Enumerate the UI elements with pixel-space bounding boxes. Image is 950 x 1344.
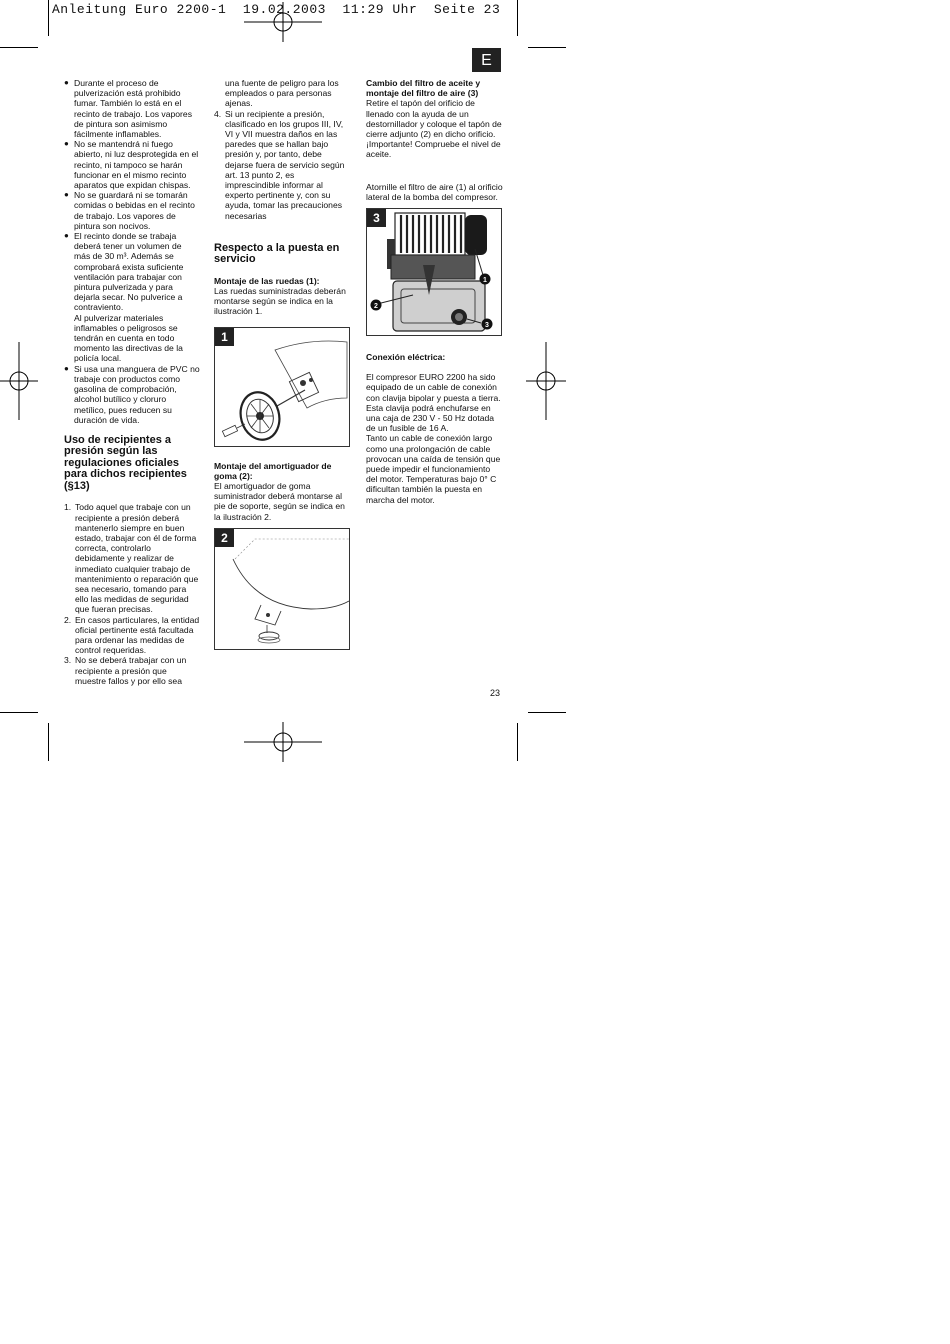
section-heading: Uso de recipientes a presión según las regulaciones oficiales para dichos recipientes (§13) — [64, 433, 187, 492]
item-text: En casos particulares, la entidad oficial pertinente está facultada para ordenar las medidas de control requeridas. — [75, 614, 200, 656]
damper-illustration — [215, 529, 349, 649]
paragraph: Las ruedas suministradas deberán montarse según se indica en la ilustración 1. — [214, 286, 346, 317]
subheading: Montaje del amortiguador de goma (2): — [214, 460, 332, 481]
column-1 — [64, 78, 200, 686]
crop-mark — [48, 723, 49, 761]
item-number: 1. — [64, 502, 72, 513]
crop-mark — [0, 712, 38, 713]
registration-mark-icon — [244, 2, 322, 42]
bullet-item: ● No se guardará ni se tomarán comidas o bebidas en el recinto de trabajo. Los vapores de pintura son nocivos. — [64, 190, 200, 231]
figure-badge: 3 — [367, 209, 386, 227]
bullet-item: ● Si usa una manguera de PVC no trabaje con productos como gasolina de comprobación, alcohol butílico y cloruro metílico, pues reducen su duración de vida. — [64, 364, 200, 425]
callout-number: 1 — [483, 277, 487, 285]
column-3 — [366, 78, 504, 505]
page-number: 23 — [490, 688, 501, 698]
paragraph: El amortiguador de goma suministrador deberá montarse al pie de soporte, según se indica en la ilustración 2. — [214, 481, 345, 522]
subheading: Cambio del filtro de aceite y montaje del filtro de aire (3) — [366, 78, 481, 99]
column-2 — [214, 78, 351, 650]
callout-number: 3 — [485, 322, 489, 330]
crop-mark — [528, 712, 566, 713]
bullet-item: ● Durante el proceso de pulverización está prohibido fumar. También lo está en el recinto de trabajo. Los vapores de pintura son asimismo fácilmente inflamables. — [64, 78, 200, 139]
bullet-continuation: Al pulverizar materiales inflamables o peligrosos se tendrán en cuenta en todo momento las directivas de la policía local. — [74, 312, 183, 364]
figure-badge: 2 — [215, 529, 234, 547]
figure-badge: 1 — [215, 328, 234, 346]
compressor-illustration — [367, 209, 501, 335]
callout-number: 2 — [374, 303, 378, 311]
crop-mark — [48, 0, 49, 36]
wheel-illustration — [215, 328, 349, 446]
paragraph: Tanto un cable de conexión largo como una prolongación de cable provocan una caída de tensión que puede impedir el funcionamiento del motor. Temperaturas bajo 0° C dificultan también la puesta en marcha del motor. — [366, 433, 501, 505]
paragraph: una fuente de peligro para los empleados o para personas ajenas. — [225, 78, 339, 109]
item-number: 3. — [64, 655, 72, 666]
bullet-item: ● El recinto donde se trabaja deberá tener un volumen de más de 30 m³. Además se comprobará exista suficiente ventilación para trabajar con pintura pulverizada y para dejarla secar. No pulverice a contraviento. — [64, 231, 200, 313]
bullet-item: ● No se mantendrá ni fuego abierto, ni luz desprotegida en el recinto, ni tampoco se harán funcionar en el mismo recinto aparatos que expidan chispas. — [64, 139, 200, 190]
figure-2-damper — [214, 528, 350, 650]
language-tab: E — [472, 48, 501, 72]
paragraph: ¡Importante! Compruebe el nivel de aceite. — [366, 139, 501, 160]
section-heading: Respecto a la puesta en servicio — [214, 241, 340, 266]
paragraph: Retire el tapón del orificio de llenado con la ayuda de un destornillador y coloque el tapón de cierre adjunto (2) en dicho orificio. — [366, 98, 502, 140]
crop-mark — [528, 47, 566, 48]
item-text: Todo aquel que trabaje con un recipiente a presión deberá mantenerlo siempre en buen estado, trabajar con él de forma correcta, controlarlo debidamente y realizar de inmediato cualquier trabajo de mantenimiento o reparación que sea necesario, tomando para ello las medidas de seguridad que fueran precisas. — [75, 502, 199, 615]
numbered-item — [64, 615, 200, 656]
registration-mark-icon — [244, 722, 322, 762]
figure-1-wheel — [214, 327, 350, 447]
item-number: 4. — [214, 108, 222, 119]
numbered-item — [64, 655, 200, 686]
crop-mark — [517, 0, 518, 36]
paragraph: El compresor EURO 2200 ha sido equipado de un cable de conexión con clavija bipolar y puesta a tierra. Esta clavija podrá enchufarse en una caja de 230 V - 50 Hz dotada de un fusible de 16 A. — [366, 372, 501, 434]
crop-mark — [517, 723, 518, 761]
subheading: Montaje de las ruedas (1): — [214, 275, 320, 286]
item-text: Si un recipiente a presión, clasificado en los grupos III, IV, VI y VII muestra daños en las paredes que se hallan bajo presión y, por tanto, debe dejarse fuera de servicio según art. 13 punto 2, es imprescindible informar al experto pertinente y, con su ayuda, tomar las precauciones necesarias — [225, 108, 345, 221]
print-header: Anleitung Euro 2200-1 19.02.2003 11:29 Uhr Seite 23 — [52, 2, 501, 17]
item-number: 2. — [64, 614, 72, 625]
paragraph: Atornille el filtro de aire (1) al orificio lateral de la bomba del compresor. — [366, 181, 503, 202]
item-text: No se deberá trabajar con un recipiente a presión que muestre fallos y por ello sea — [75, 655, 187, 686]
registration-mark-icon — [526, 342, 566, 420]
crop-mark — [0, 47, 38, 48]
numbered-item — [214, 109, 351, 221]
subheading: Conexión eléctrica: — [366, 352, 446, 363]
figure-3-compressor — [366, 208, 502, 336]
registration-mark-icon — [0, 342, 38, 420]
numbered-item — [64, 502, 200, 614]
